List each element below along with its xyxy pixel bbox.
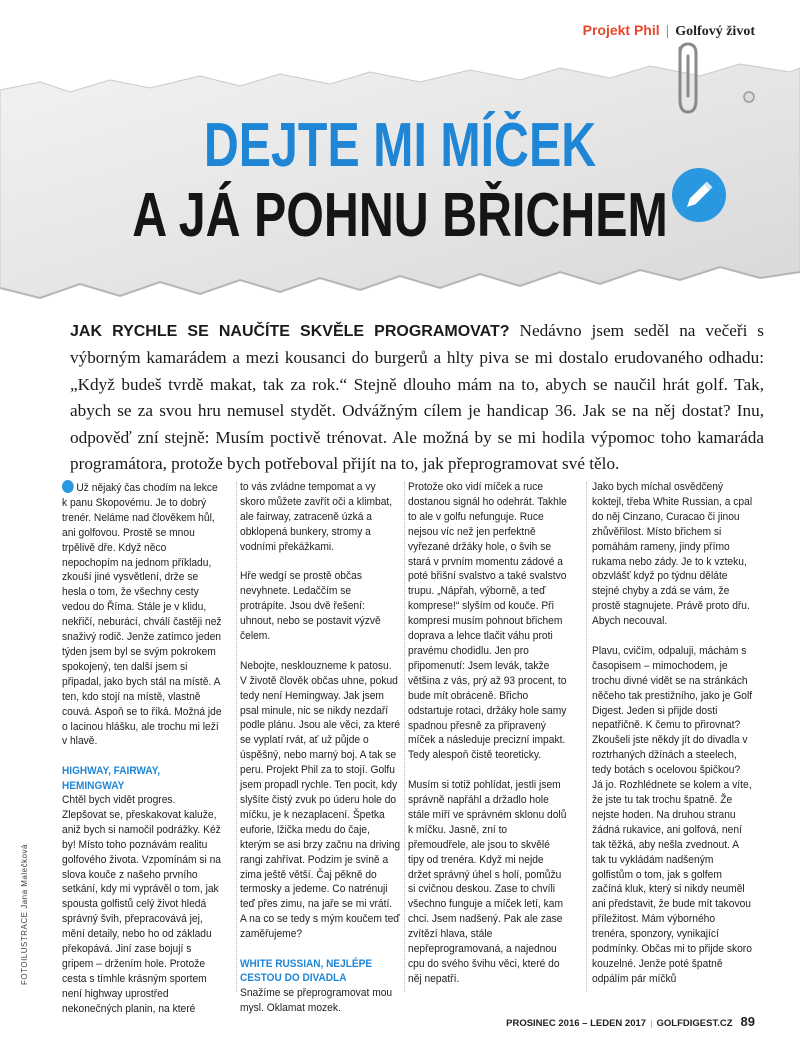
column-3 xyxy=(408,480,568,1002)
col3-paragraph-2: Musím si totiž pohlídat, jestli jsem správně napřáhl a držadlo hole stále míří ve správném sklonu dolů k míčku. Jasně, zní to přemoudřele, ale jsou to skvělé tipy od trenéra. Když mi nejde držet správný úhel s holí, pomůžu si cvičnou deskou. Zase to chvíli všechno funguje a míček letí, kam chci. Jsem nadšený. Pak ale zase zvítězí hlava, stále nepřeprogramovaná, a najednou cpu do svého švihu věci, které do něj nepatří. xyxy=(408,779,567,985)
col1-paragraph-1: Už nějaký čas chodím na lekce k panu Skopovému. Je to dobrý trenér. Neláme nad člověkem hůl, ani golfovou. Prostě se mnou trpělivě dře. Když něco nepochopím na jednom příkladu, zkouší jiné vysvětlení, drže se hesla o tom, že všechny cesty vedou do Říma. Stále je v klidu, nekřičí, neburácí, chválí častěji než snaživý rodič. Jenže zatímco jeden týden jsem byl se svým pokrokem spokojený, ten další jsem si připadal, jako bych stál na místě. A ten, kdo stojí na místě, vlastně couvá. Aspoň se to říká. Možná jde o lacinou hlášku, ale trochu mi leží v hlavě. xyxy=(62,482,222,748)
lead-body: Nedávno jsem seděl na večeři s výborným kamarádem a mezi kousanci do burgerů a hlty piva se mi dostalo erudovaného odhadu: „Když budeš tvrdě makat, tak za rok.“ Stejně dlouho mám na to, abych se naučil hrát golf. Tak, abych se za svou hru nemusel stydět. Odvážným cílem je handicap 36. Jak se na něj dostat? Inu, odpověď zní stejně: Musím poctivě trénovat. Ale možná by se mi hodila výpomoc toho kamaráda programátora, protože bych potřeboval přijít na to, jak přeprogramovat své tělo. xyxy=(70,321,764,474)
column-1 xyxy=(62,480,222,1032)
col1-paragraph-2: Chtěl bych vidět progres. Zlepšovat se, přeskakovat kaluže, aniž bych si namočil podrážky. Kéž by! Místo toho poznávám realitu golfového života. Vzpomínám si na slova kouče z našeho prvního setkání, kdy mi vyprávěl o tom, jak spousta golfistů celý život hledá správný švih, přepracovává jej, mění detaily, nebo ho od základu překopává. Jiní zase bojují s gripem – držením hole. Protože cesta s tímhle krásným sportem není highway uprostřed nekonečných planin, na které xyxy=(62,794,221,1015)
lead-heading: JAK RYCHLE SE NAUČÍTE SKVĚLE PROGRAMOVAT? xyxy=(70,323,510,340)
section-label: Golfový život xyxy=(675,24,755,39)
website: GOLFDIGEST.CZ xyxy=(656,1018,733,1029)
col3-paragraph-1: Protože oko vidí míček a ruce dostanou signál ho odehrát. Takhle to ale v golfu nefunguje. Ruce nejsou víc než jen perfektně vyřezané držáky hole, o švih se stará v prvním momentu zádové a poté břišní svalstvo a také svalstvo trupu. „Nápřah, výborně, a teď komprese!“ slyším od kouče. Při kompresi musím pohnout břichem doprava a lehce tlačit váhu proti pravému chodidlu. Jen pro připomenutí: Jsem levák, takže většina z vás, prý až 93 procent, to bude mít obráceně. Břicho odstartuje rotaci, držáky hole samy spadnou přesně za připravený míček a následuje precizní impakt. Tedy alespoň čistě teoreticky. xyxy=(408,481,567,762)
issue-date: PROSINEC 2016 – LEDEN 2017 xyxy=(506,1018,647,1029)
article-body xyxy=(60,480,760,1015)
col2-paragraph-1: to vás zvládne tempomat a vy skoro můžete zavřít oči a klimbat, ale fairway, zatraceně úzká a obklopená bunkery, stromy a vodními překážkami. xyxy=(240,481,393,553)
article-title-line-2: A JÁ POHNU BŘICHEM xyxy=(132,181,668,250)
column-4 xyxy=(592,480,752,1002)
pencil-icon xyxy=(62,480,74,493)
column-divider xyxy=(404,482,405,992)
paperclip-icon xyxy=(670,40,704,120)
article-title-line-1: DEJTE MI MÍČEK xyxy=(203,111,597,180)
column-2 xyxy=(240,480,400,1030)
page-number: 89 xyxy=(740,1014,755,1029)
col2-paragraph-3: Nebojte, nesklouzneme k patosu. V životě člověk občas uhne, pokud tedy není Hemingway. Jak jsem psal minule, nic se nikdy nezdaří podle plánu. Jsou ale věci, za které se vyplatí rvát, ať už půjde o úspěšný, nebo marný boj. A tak se peru. Projekt Phil za to stojí. Golfu jsem propadl rychle. Ten pocit, kdy slyšíte čistý zvuk po úderu hole do míčku, je k nezaplacení. Špetka euforie, lžička medu do čaje, kterým se asi brzy začnu na driving rangi zahřívat. Podzim je svině a zima ještě větší. Čaj pěkně do termosky a jedeme. Co natrénuji teď přes zimu, na jaře se mi vrátí. A na co se tedy s mým koučem teď zaměřujeme? xyxy=(240,659,401,941)
column-divider xyxy=(586,482,587,992)
photo-credit: FOTOILUSTRACE Jana Malečková xyxy=(20,843,29,985)
pencil-icon xyxy=(672,168,726,222)
subheading-highway: HIGHWAY, FAIRWAY, HEMINGWAY xyxy=(62,765,161,792)
column-divider xyxy=(236,482,237,992)
col4-paragraph-2: Plavu, cvičím, odpaluji, máchám s časopisem – mimochodem, je trochu divné vidět se na stránkách něčeho tak prestižního, jako je Golf Digest. Jeden si přijde dosti nepatřičně. K čemu to přirovnat? Zkoušeli jste někdy jít do divadla v roztrhaných džínách a steelech, tedy botách s ocelovou špičkou? Já jo. Rozhlédnete se kolem a víte, že jste tu tak trochu špatně. Že nejste hoden. Na druhou stranu žádná rukavice, ani golfová, není tak těžká, aby nešla zvednout. A tak tu vykládám nadšeným golfistům o tom, jak s golfem začíná kluk, který si nikdy neuměl ani představit, že bude mít takovou příležitost. Mám výborného trenéra, sponzory, vynikající podmínky. Občas mi to přijde skoro kouzelné. Jenže poté špatně odpálím pár míčků xyxy=(592,644,753,985)
col4-paragraph-1: Jako bych míchal osvědčený koktejl, třeba White Russian, a cpal do něj Cinzano, Curacao či jinou zhůvěřilost. Místo břichem si pomáhám rameny, jindy přímo rukama nebo zády. Je to k vzteku, obzvlášť když po týdnu děláte stejné chyby a zdá se vám, že prostě stagnujete. Právě proto dřu. Abych necouval. xyxy=(592,481,753,628)
subheading-white-russian: WHITE RUSSIAN, NEJLÉPE CESTOU DO DIVADLA xyxy=(240,957,373,985)
pushpin-icon xyxy=(740,88,758,106)
project-label: Projekt Phil xyxy=(582,22,660,38)
header-separator: | xyxy=(665,22,670,38)
section-header xyxy=(583,22,755,40)
col2-paragraph-2: Hře wedgí se prostě občas nevyhnete. Ledaččím se protrápíte. Jsou dvě řešení: uhnout, nebo se postavit výzvě čelem. xyxy=(240,570,381,643)
col2-paragraph-4: Snažíme se přeprogramovat mou mysl. Oklamat mozek. xyxy=(240,986,393,1014)
lead-paragraph xyxy=(70,318,764,477)
page-footer xyxy=(506,1014,755,1029)
footer-separator: | xyxy=(650,1018,653,1029)
